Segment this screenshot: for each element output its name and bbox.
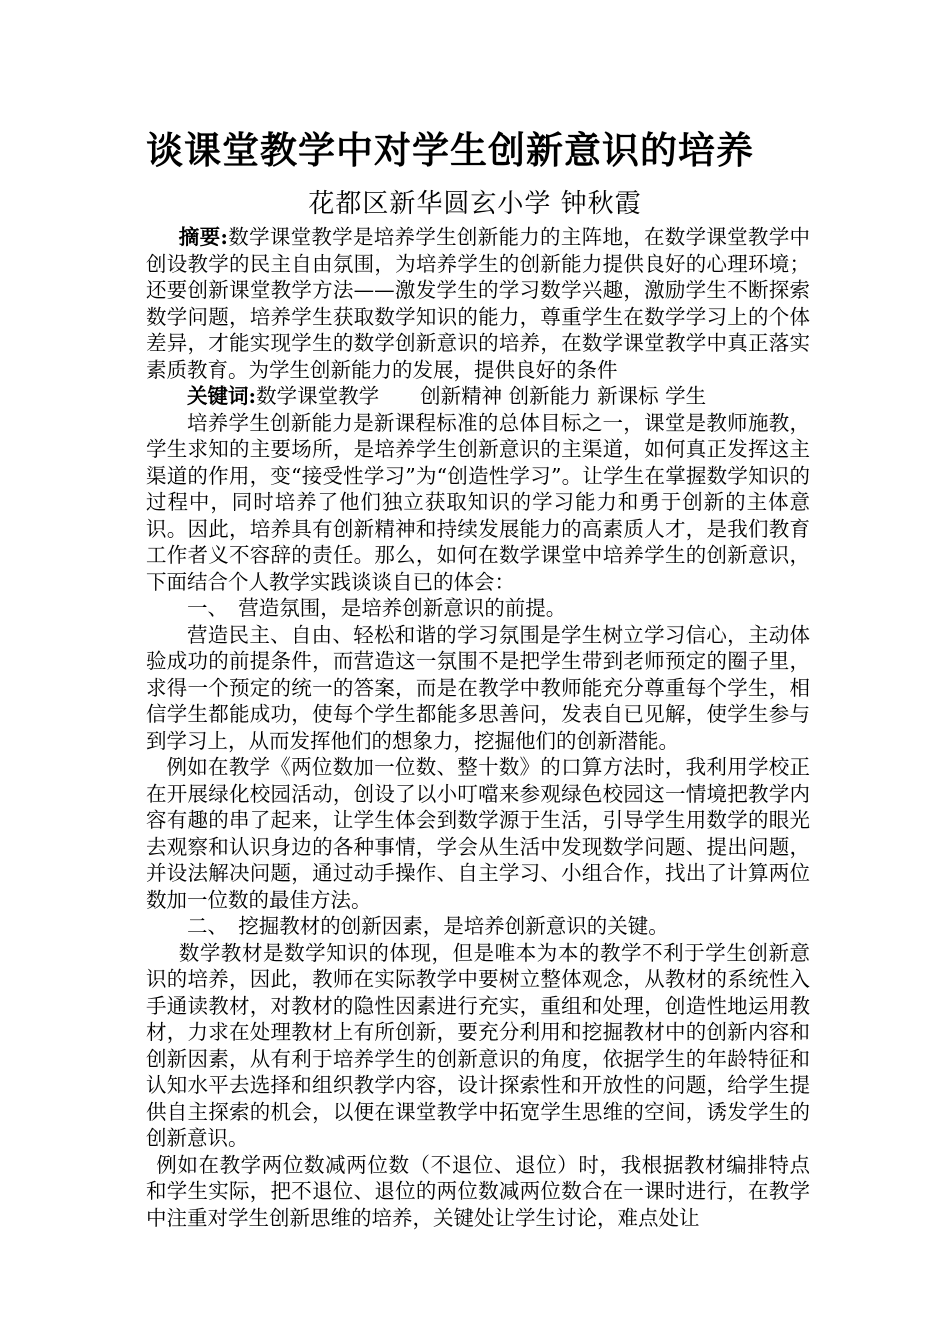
keywords-text: 数学课堂教学 创新精神 创新能力 新课标 学生 bbox=[256, 384, 707, 408]
document-body bbox=[146, 224, 810, 1231]
paragraph-section2-example: 例如在教学两位数减两位数（不退位、退位）时，我根据教材编排特点和学生实际，把不退位、退位的两位数减两位数合在一课时进行，在教学中注重对学生创新思维的培养，关键处让学生讨论，难点处让 bbox=[146, 1152, 810, 1230]
keywords-paragraph bbox=[146, 383, 810, 410]
document-title: 谈课堂教学中对学生创新意识的培养 bbox=[146, 129, 754, 172]
section-heading-2: 二、 挖掘教材的创新因素，是培养创新意识的关键。 bbox=[187, 914, 669, 938]
abstract-paragraph bbox=[146, 224, 810, 383]
abstract-label: 摘要: bbox=[178, 225, 228, 249]
paragraph-section2-body: 数学教材是数学知识的体现，但是唯本为本的教学不利于学生创新意识的培养，因此，教师在实际教学中要树立整体观念，从教材的系统性入手通读教材，对教材的隐性因素进行充实，重组和处理，创造性地运用教材，力求在处理教材上有所创新，要充分利用和挖掘教材中的创新内容和创新因素，从有利于培养学生的创新意识的角度，依据学生的年龄特征和认知水平去选择和组织教学内容，设计探索性和开放性的问题，给学生提供自主探索的机会，以便在课堂教学中拓宽学生思维的空间，诱发学生的创新意识。 bbox=[146, 940, 810, 1150]
paragraph-section1-example: 例如在教学《两位数加一位数、整十数》的口算方法时，我利用学校正在开展绿化校园活动，创设了以小叮噹来参观绿色校园这一情境把教学内容有趣的串了起来，让学生体会到数学源于生活，引导学生用数学的眼光去观察和认识身边的各种事情，学会从生活中发现数学问题、提出问题，并设法解决问题，通过动手操作、自主学习、小组合作，找出了计算两位数加一位数的最佳方法。 bbox=[146, 755, 810, 912]
keywords-label: 关键词: bbox=[187, 384, 257, 408]
paragraph-intro: 培养学生创新能力是新课程标准的总体目标之一，课堂是教师施教，学生求知的主要场所，是培养学生创新意识的主渠道，如何真正发挥这主渠道的作用，变“接受性学习”为“创造性学习”。让学生在掌握数学知识的过程中，同时培养了他们独立获取知识的学习能力和勇于创新的主体意识。因此，培养具有创新精神和持续发展能力的高素质人才，是我们教育工作者义不容辞的责任。那么，如何在数学课堂中培养学生的创新意识，下面结合个人教学实践谈谈自已的体会： bbox=[146, 410, 810, 594]
section-heading-1: 一、 营造氛围，是培养创新意识的前提。 bbox=[187, 596, 567, 620]
paragraph-section1-body: 营造民主、自由、轻松和谐的学习氛围是学生树立学习信心，主动体验成功的前提条件，而营造这一氛围不是把学生带到老师预定的圈子里，求得一个预定的统一的答案，而是在教学中教师能充分尊重每个学生，相信学生都能成功，使每个学生都能多思善问，发表自已见解，使学生参与到学习上，从而发挥他们的想象力，挖掘他们的创新潜能。 bbox=[146, 622, 810, 753]
author-line: 花都区新华圆玄小学 钟秋霞 bbox=[308, 189, 642, 219]
abstract-text: 数学课堂教学是培养学生创新能力的主阵地，在数学课堂教学中创设教学的民主自由氛围，为培养学生的创新能力提供良好的心理环境；还要创新课堂教学方法——激发学生的学习数学兴趣，激励学生不断探索数学问题，培养学生获取数学知识的能力，尊重学生在数学学习上的个体差异，才能实现学生的数学创新意识的培养，在数学课堂教学中真正落实素质教育。为学生创新能力的发展，提供良好的条件 bbox=[146, 225, 811, 382]
